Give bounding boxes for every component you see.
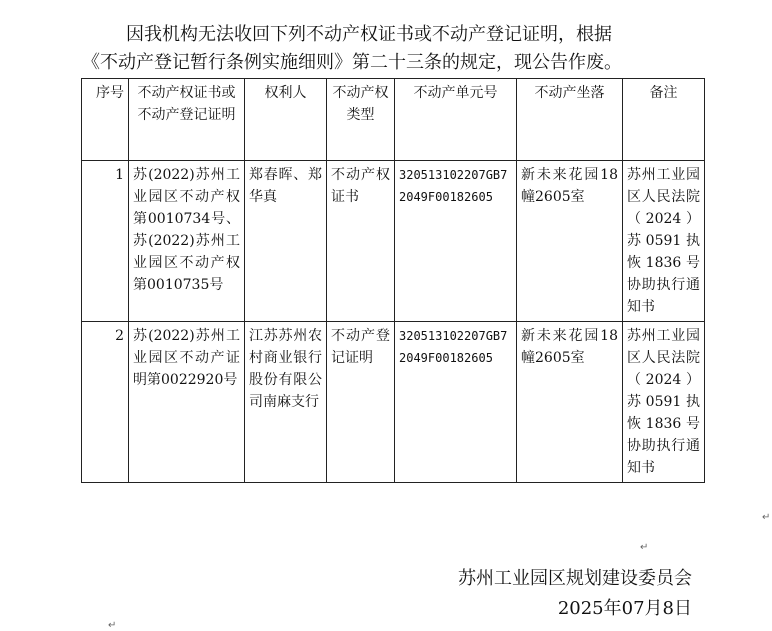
header-holder: 权利人: [245, 79, 327, 161]
header-remark: 备注: [623, 79, 705, 161]
row-unit-number: 320513102207GB72049F00182605: [395, 161, 517, 322]
header-unit: 不动产单元号: [395, 79, 517, 161]
paragraph-mark-icon: ↵: [640, 542, 649, 553]
notice-intro-line-1: 因我机构无法收回下列不动产权证书或不动产登记证明，根据: [126, 24, 612, 45]
row-remark: 苏州工业园区人民法院（2024）苏0591执恢1836号协助执行通知书: [623, 322, 705, 483]
header-type: 不动产权类型: [327, 79, 395, 161]
header-certificate: 不动产权证书或不动产登记证明: [129, 79, 245, 161]
row-no: 2: [82, 322, 129, 483]
void-certificate-table: [81, 78, 705, 483]
header-no: 序号: [82, 79, 129, 161]
notice-date: 2025年07月8日: [557, 598, 692, 619]
issuing-authority: 苏州工业园区规划建设委员会: [458, 568, 692, 589]
table-row: [82, 161, 705, 322]
paragraph-mark-icon: ↵: [762, 512, 771, 523]
table-header-row: [82, 79, 705, 161]
row-type: 不动产权证书: [327, 161, 395, 322]
row-certificate: 苏(2022)苏州工业园区不动产权第0010734号、苏(2022)苏州工业园区不动产权第0010735号: [129, 161, 245, 322]
paragraph-mark-icon: ↵: [108, 620, 117, 631]
row-unit-number: 320513102207GB72049F00182605: [395, 322, 517, 483]
row-type: 不动产登记证明: [327, 322, 395, 483]
row-holder: 江苏苏州农村商业银行股份有限公司南麻支行: [245, 322, 327, 483]
row-location: 新未来花园18幢2605室: [517, 161, 623, 322]
table-row: [82, 322, 705, 483]
row-remark: 苏州工业园区人民法院（2024）苏0591执恢1836号协助执行通知书: [623, 161, 705, 322]
header-location: 不动产坐落: [517, 79, 623, 161]
row-holder: 郑春晖、郑华真: [245, 161, 327, 322]
row-location: 新未来花园18幢2605室: [517, 322, 623, 483]
row-no: 1: [82, 161, 129, 322]
notice-intro-line-2: 《不动产登记暂行条例实施细则》第二十三条的规定，现公告作废。: [82, 52, 622, 73]
row-certificate: 苏(2022)苏州工业园区不动产证明第0022920号: [129, 322, 245, 483]
